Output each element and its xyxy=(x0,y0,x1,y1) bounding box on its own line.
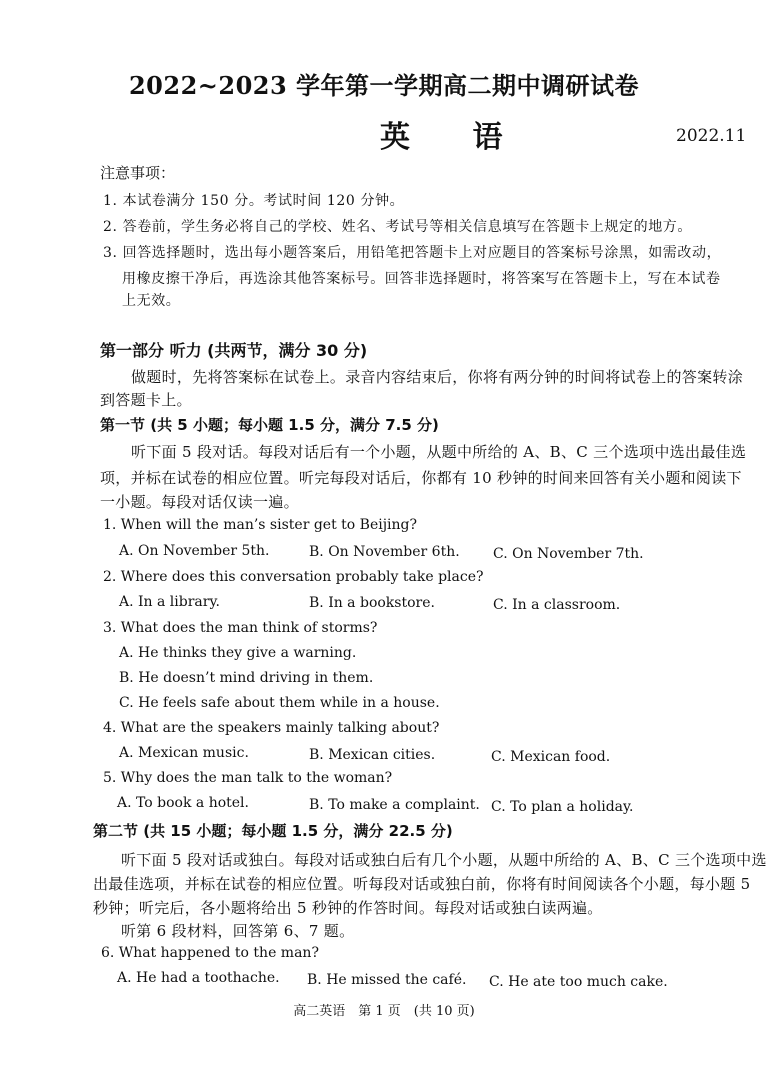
question-1: 1. When will the man’s sister get to Beijing? xyxy=(103,517,418,533)
option-a: A. On November 5th. xyxy=(119,543,270,559)
exam-date: 2022.11 xyxy=(676,126,747,146)
section2-instructions: 听下面 5 段对话或独白。每段对话或独白后有几个小题，从题中所给的 A、B、C 三个选项中选 xyxy=(121,851,767,869)
question-2: 2. Where does this conversation probably take place? xyxy=(103,569,484,585)
notice-heading: 注意事项： xyxy=(100,164,176,182)
section1-instructions: 一小题。每段对话仅读一遍。 xyxy=(100,493,299,511)
notice-item: 上无效。 xyxy=(122,293,181,309)
page-footer: 高二英语 第 1 页 (共 10 页) xyxy=(293,1004,475,1019)
section1-instructions: 项，并标在试卷的相应位置。听完每段对话后，你都有 10 秒钟的时间来回答有关小题和阅读下 xyxy=(100,469,742,487)
question-4: 4. What are the speakers mainly talking about? xyxy=(103,720,440,736)
notice-item: 3. 回答选择题时，选出每小题答案后，用铅笔把答题卡上对应题目的答案标号涂黑，如需改动， xyxy=(103,245,722,261)
option-b: B. On November 6th. xyxy=(309,544,460,560)
question-5: 5. Why does the man talk to the woman? xyxy=(103,770,393,786)
option-c: C. Mexican food. xyxy=(491,749,611,765)
option-a: A. He had a toothache. xyxy=(117,970,280,986)
option-a: A. Mexican music. xyxy=(119,745,249,761)
option-a: A. In a library. xyxy=(119,594,220,610)
option-b: B. To make a complaint. xyxy=(309,797,480,813)
part1-intro: 到答题卡上。 xyxy=(100,391,192,409)
material-instruction: 听第 6 段材料，回答第 6、7 题。 xyxy=(121,922,355,940)
option-c: C. On November 7th. xyxy=(493,546,644,562)
option-c: C. To plan a holiday. xyxy=(491,799,634,815)
option-a: A. To book a hotel. xyxy=(117,795,249,811)
option-b: B. Mexican cities. xyxy=(309,747,436,763)
section1-instructions: 听下面 5 段对话。每段对话后有一个小题，从题中所给的 A、B、C 三个选项中选出最佳选 xyxy=(131,443,747,461)
section1-title: 第一节 (共 5 小题；每小题 1.5 分，满分 7.5 分) xyxy=(100,416,439,434)
option-b: B. He missed the café. xyxy=(307,972,467,988)
option-c: C. He feels safe about them while in a house. xyxy=(119,695,440,711)
option-a: A. He thinks they give a warning. xyxy=(119,645,357,661)
section2-title: 第二节 (共 15 小题；每小题 1.5 分，满分 22.5 分) xyxy=(93,822,453,840)
notice-item: 2. 答卷前，学生务必将自己的学校、姓名、考试号等相关信息填写在答题卡上规定的地方。 xyxy=(103,219,693,235)
section2-instructions: 出最佳选项，并标在试卷的相应位置。听每段对话或独白前，你将有时间阅读各个小题，每小题 5 xyxy=(93,875,751,893)
exam-title: 2022~2023 学年第一学期高二期中调研试卷 xyxy=(128,71,640,100)
subject-heading: 英 语 xyxy=(380,120,529,155)
option-c: C. He ate too much cake. xyxy=(489,974,668,990)
option-b: B. In a bookstore. xyxy=(309,595,435,611)
notice-item: 1. 本试卷满分 150 分。考试时间 120 分钟。 xyxy=(103,193,405,209)
section2-instructions: 秒钟；听完后，各小题将给出 5 秒钟的作答时间。每段对话或独白读两遍。 xyxy=(93,899,603,917)
part1-title: 第一部分 听力 (共两节，满分 30 分) xyxy=(100,341,368,360)
option-c: C. In a classroom. xyxy=(493,597,621,613)
part1-intro: 做题时，先将答案标在试卷上。录音内容结束后，你将有两分钟的时间将试卷上的答案转涂 xyxy=(131,368,744,386)
notice-item: 用橡皮擦干净后，再选涂其他答案标号。回答非选择题时，将答案写在答题卡上，写在本试卷 xyxy=(122,271,721,287)
option-b: B. He doesn’t mind driving in them. xyxy=(119,670,374,686)
question-6: 6. What happened to the man? xyxy=(101,945,319,961)
question-3: 3. What does the man think of storms? xyxy=(103,620,378,636)
